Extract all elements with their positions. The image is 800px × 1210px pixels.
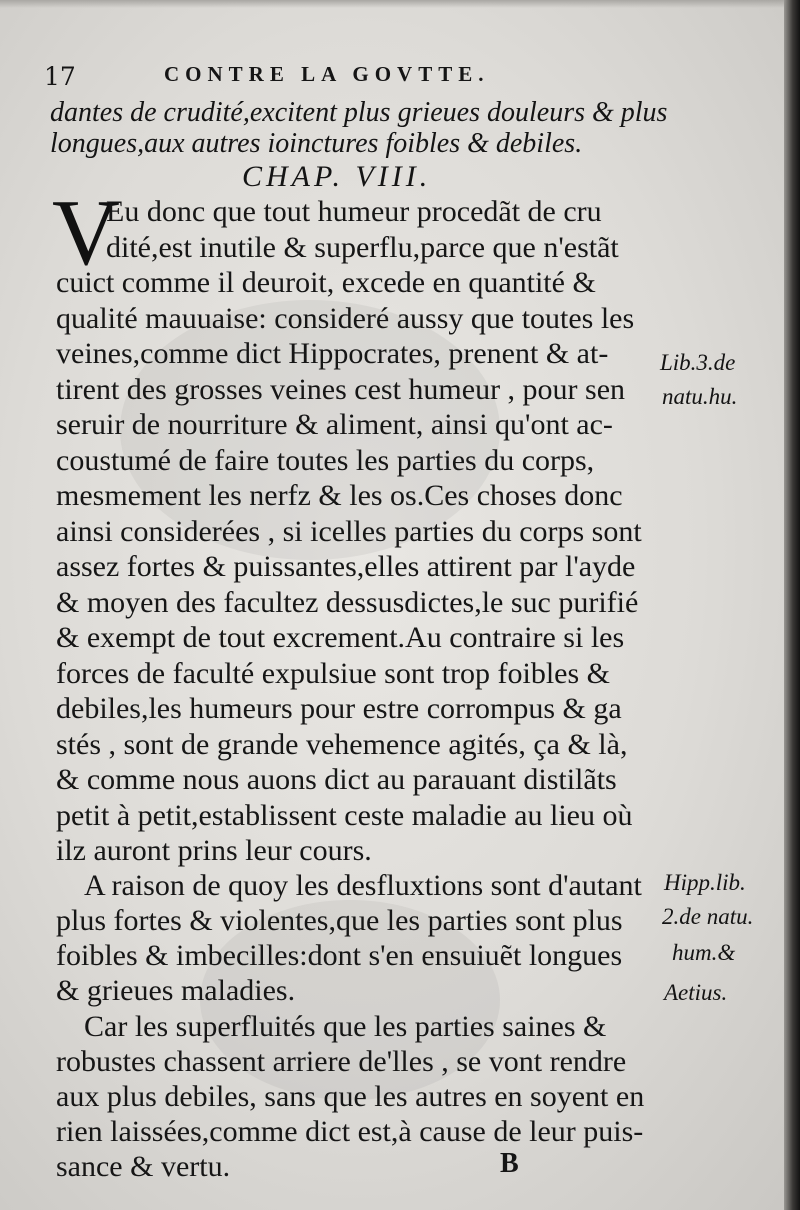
- text-line: robustes chassent arriere de'lles , se vont rendre: [56, 1045, 627, 1078]
- text-line: & grieues maladies.: [56, 974, 296, 1007]
- text-line: tirent des grosses veines cest humeur , pour sen: [56, 373, 626, 406]
- margin-note: hum.&: [672, 940, 736, 965]
- text-line: qualité mauuaise: consideré aussy que toutes les: [56, 302, 635, 335]
- signature-mark: B: [500, 1148, 519, 1179]
- text-line: veines,comme dict Hippocrates, prenent & at-: [56, 337, 609, 370]
- page-number: 17: [44, 62, 76, 91]
- text-line: debiles,les humeurs pour estre corrompus & ga: [56, 692, 622, 725]
- continuation-line: longues,aux autres ioinctures foibles & debiles.: [50, 128, 583, 159]
- margin-note: Hipp.lib.: [664, 870, 746, 895]
- text-line: stés , sont de grande vehemence agités, ça & là,: [56, 728, 628, 761]
- continuation-line: dantes de crudité,excitent plus grieues douleurs & plus: [50, 97, 668, 128]
- text-line: coustumé de faire toutes les parties du corps,: [56, 444, 595, 477]
- text-line: petit à petit,establissent ceste maladie au lieu où: [56, 799, 633, 832]
- text-line: cuict comme il deuroit, excede en quantité &: [56, 266, 596, 299]
- text-line: rien laissées,comme dict est,à cause de leur puis-: [56, 1115, 644, 1148]
- margin-note: Aetius.: [664, 980, 728, 1005]
- text-line: dité,est inutile & superflu,parce que n'estãt: [106, 231, 619, 264]
- text-line: assez fortes & puissantes,elles attirent par l'ayde: [56, 550, 636, 583]
- text-line: A raison de quoy les desfluxtions sont d'autant: [84, 869, 642, 902]
- chapter-heading: CHAP. VIII.: [242, 160, 432, 193]
- text-line: foibles & imbecilles:dont s'en ensuiuẽt longues: [56, 939, 623, 972]
- text-line: sance & vertu.: [56, 1150, 231, 1183]
- text-line: plus fortes & violentes,que les parties sont plus: [56, 904, 623, 937]
- text-line: forces de faculté expulsiue sont trop foibles &: [56, 657, 611, 690]
- margin-note: natu.hu.: [662, 384, 738, 409]
- page-header: [44, 58, 564, 94]
- text-line: mesmement les nerfz & les os.Ces choses donc: [56, 479, 623, 512]
- text-line: & moyen des facultez dessusdictes,le suc purifié: [56, 586, 639, 619]
- margin-note: 2.de natu.: [662, 904, 754, 929]
- text-line: Car les superfluités que les parties saines &: [84, 1010, 607, 1043]
- text-line: Eu donc que tout humeur procedãt de cru: [106, 195, 602, 228]
- drop-capital: V: [52, 181, 120, 285]
- text-line: ilz auront prins leur cours.: [56, 834, 372, 867]
- text-line: aux plus debiles, sans que les autres en soyent en: [56, 1080, 645, 1113]
- book-spine-shadow: [784, 0, 800, 1210]
- margin-note: Lib.3.de: [660, 350, 736, 375]
- running-title: CONTRE LA GOVTTE.: [164, 62, 490, 86]
- text-line: & exempt de tout excrement.Au contraire si les: [56, 621, 625, 654]
- text-line: seruir de nourriture & aliment, ainsi qu'ont ac-: [56, 408, 613, 441]
- text-line: ainsi considerées , si icelles parties du corps sont: [56, 515, 642, 548]
- text-line: & comme nous auons dict au parauant distilãts: [56, 763, 617, 796]
- page-top-edge: [0, 0, 800, 8]
